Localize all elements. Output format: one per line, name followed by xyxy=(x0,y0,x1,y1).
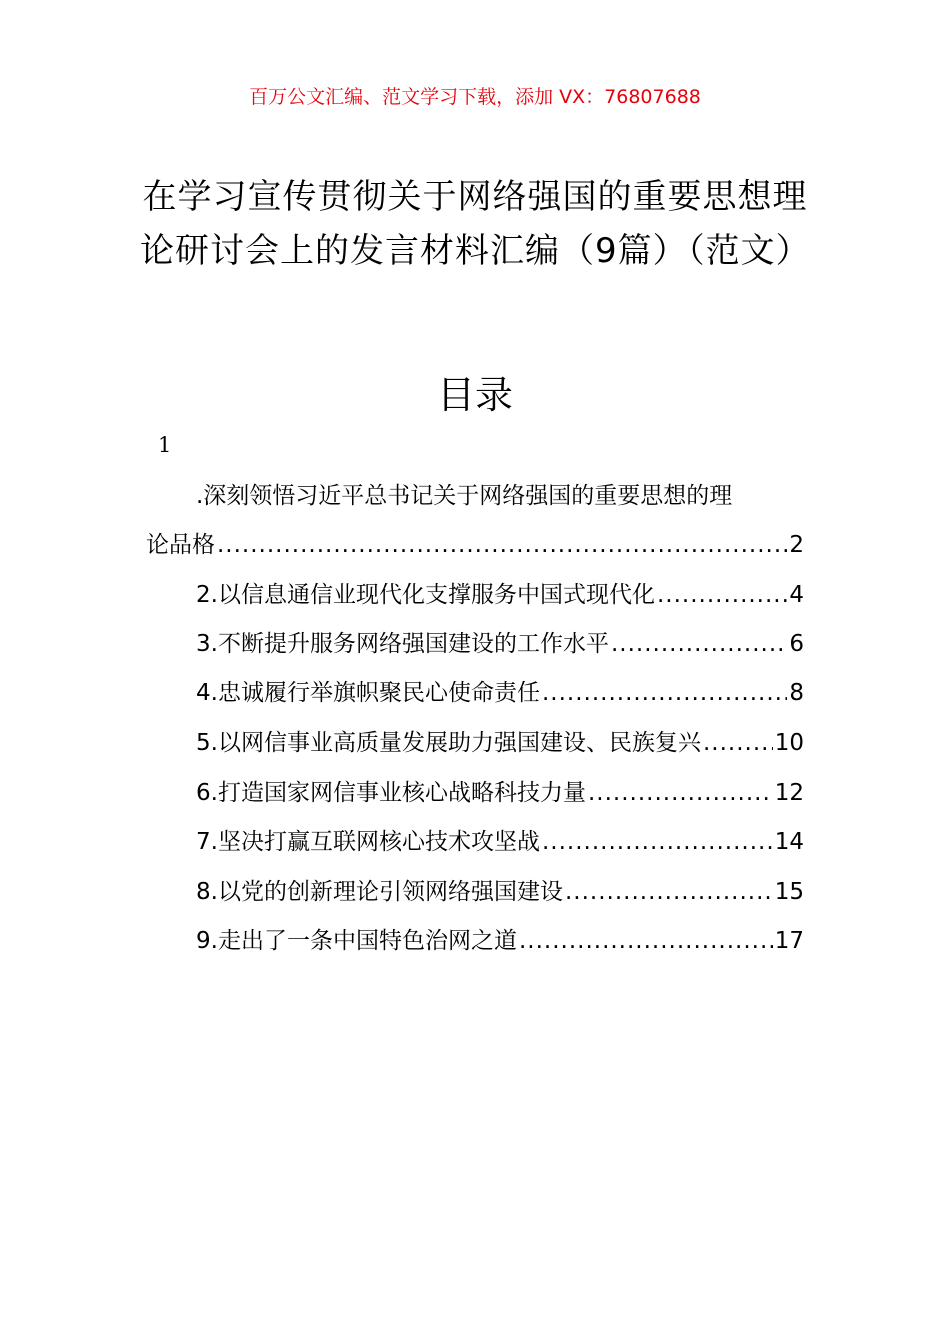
document-title: 在学习宣传贯彻关于网络强国的重要思想理论研讨会上的发言材料汇编（9篇）（范文） xyxy=(140,177,811,271)
toc-entry-1-number: 1 xyxy=(158,433,172,457)
toc-leader-dots xyxy=(703,723,773,763)
toc-entry-1-text-continued: 论品格 xyxy=(146,532,215,558)
toc-entry-7 xyxy=(196,822,804,862)
toc-entry-text: 7.坚决打赢互联网核心技术攻坚战 xyxy=(196,829,540,855)
toc-entry-1-continuation xyxy=(146,525,804,565)
toc-entry-2 xyxy=(196,575,804,615)
toc-leader-dots xyxy=(565,872,773,912)
toc-leader-dots xyxy=(542,822,773,862)
header-promo-note: 百万公文汇编、范文学习下载，添加 VX：76807688 xyxy=(249,86,701,108)
toc-entry-6 xyxy=(196,773,804,813)
toc-entry-page: 14 xyxy=(774,829,804,855)
toc-entry-text: 5.以网信事业高质量发展助力强国建设、民族复兴 xyxy=(196,730,701,756)
toc-entry-text: 4.忠诚履行举旗帜聚民心使命责任 xyxy=(196,680,540,706)
toc-leader-dots xyxy=(542,673,787,713)
toc-leader-dots xyxy=(588,773,773,813)
toc-entry-3 xyxy=(196,624,804,664)
toc-entry-page: 12 xyxy=(774,780,804,806)
toc-entry-5 xyxy=(196,723,804,763)
toc-entry-4 xyxy=(196,673,804,713)
toc-entry-page: 10 xyxy=(774,730,804,756)
toc-entry-8 xyxy=(196,872,804,912)
toc-leader-dots xyxy=(611,624,787,664)
toc-entry-text: 3.不断提升服务网络强国建设的工作水平 xyxy=(196,631,609,657)
toc-entry-9 xyxy=(196,921,804,961)
toc-entry-page: 17 xyxy=(774,928,804,954)
toc-entry-page: 4 xyxy=(789,582,804,608)
toc-entry-page: 8 xyxy=(789,680,804,706)
toc-entry-text: 6.打造国家网信事业核心战略科技力量 xyxy=(196,780,586,806)
toc-leader-dots xyxy=(657,575,787,615)
toc-leader-dots xyxy=(217,525,787,565)
toc-entry-1-page: 2 xyxy=(789,532,804,558)
toc-entry-text: 2.以信息通信业现代化支撑服务中国式现代化 xyxy=(196,582,655,608)
toc-heading: 目录 xyxy=(436,373,513,417)
toc-entry-text: 8.以党的创新理论引领网络强国建设 xyxy=(196,879,563,905)
toc-leader-dots xyxy=(519,921,773,961)
toc-entry-page: 6 xyxy=(789,631,804,657)
toc-entry-text: 9.走出了一条中国特色治网之道 xyxy=(196,928,517,954)
toc-entry-1-text: .深刻领悟习近平总书记关于网络强国的重要思想的理 xyxy=(196,483,733,509)
toc-entry-page: 15 xyxy=(774,879,804,905)
